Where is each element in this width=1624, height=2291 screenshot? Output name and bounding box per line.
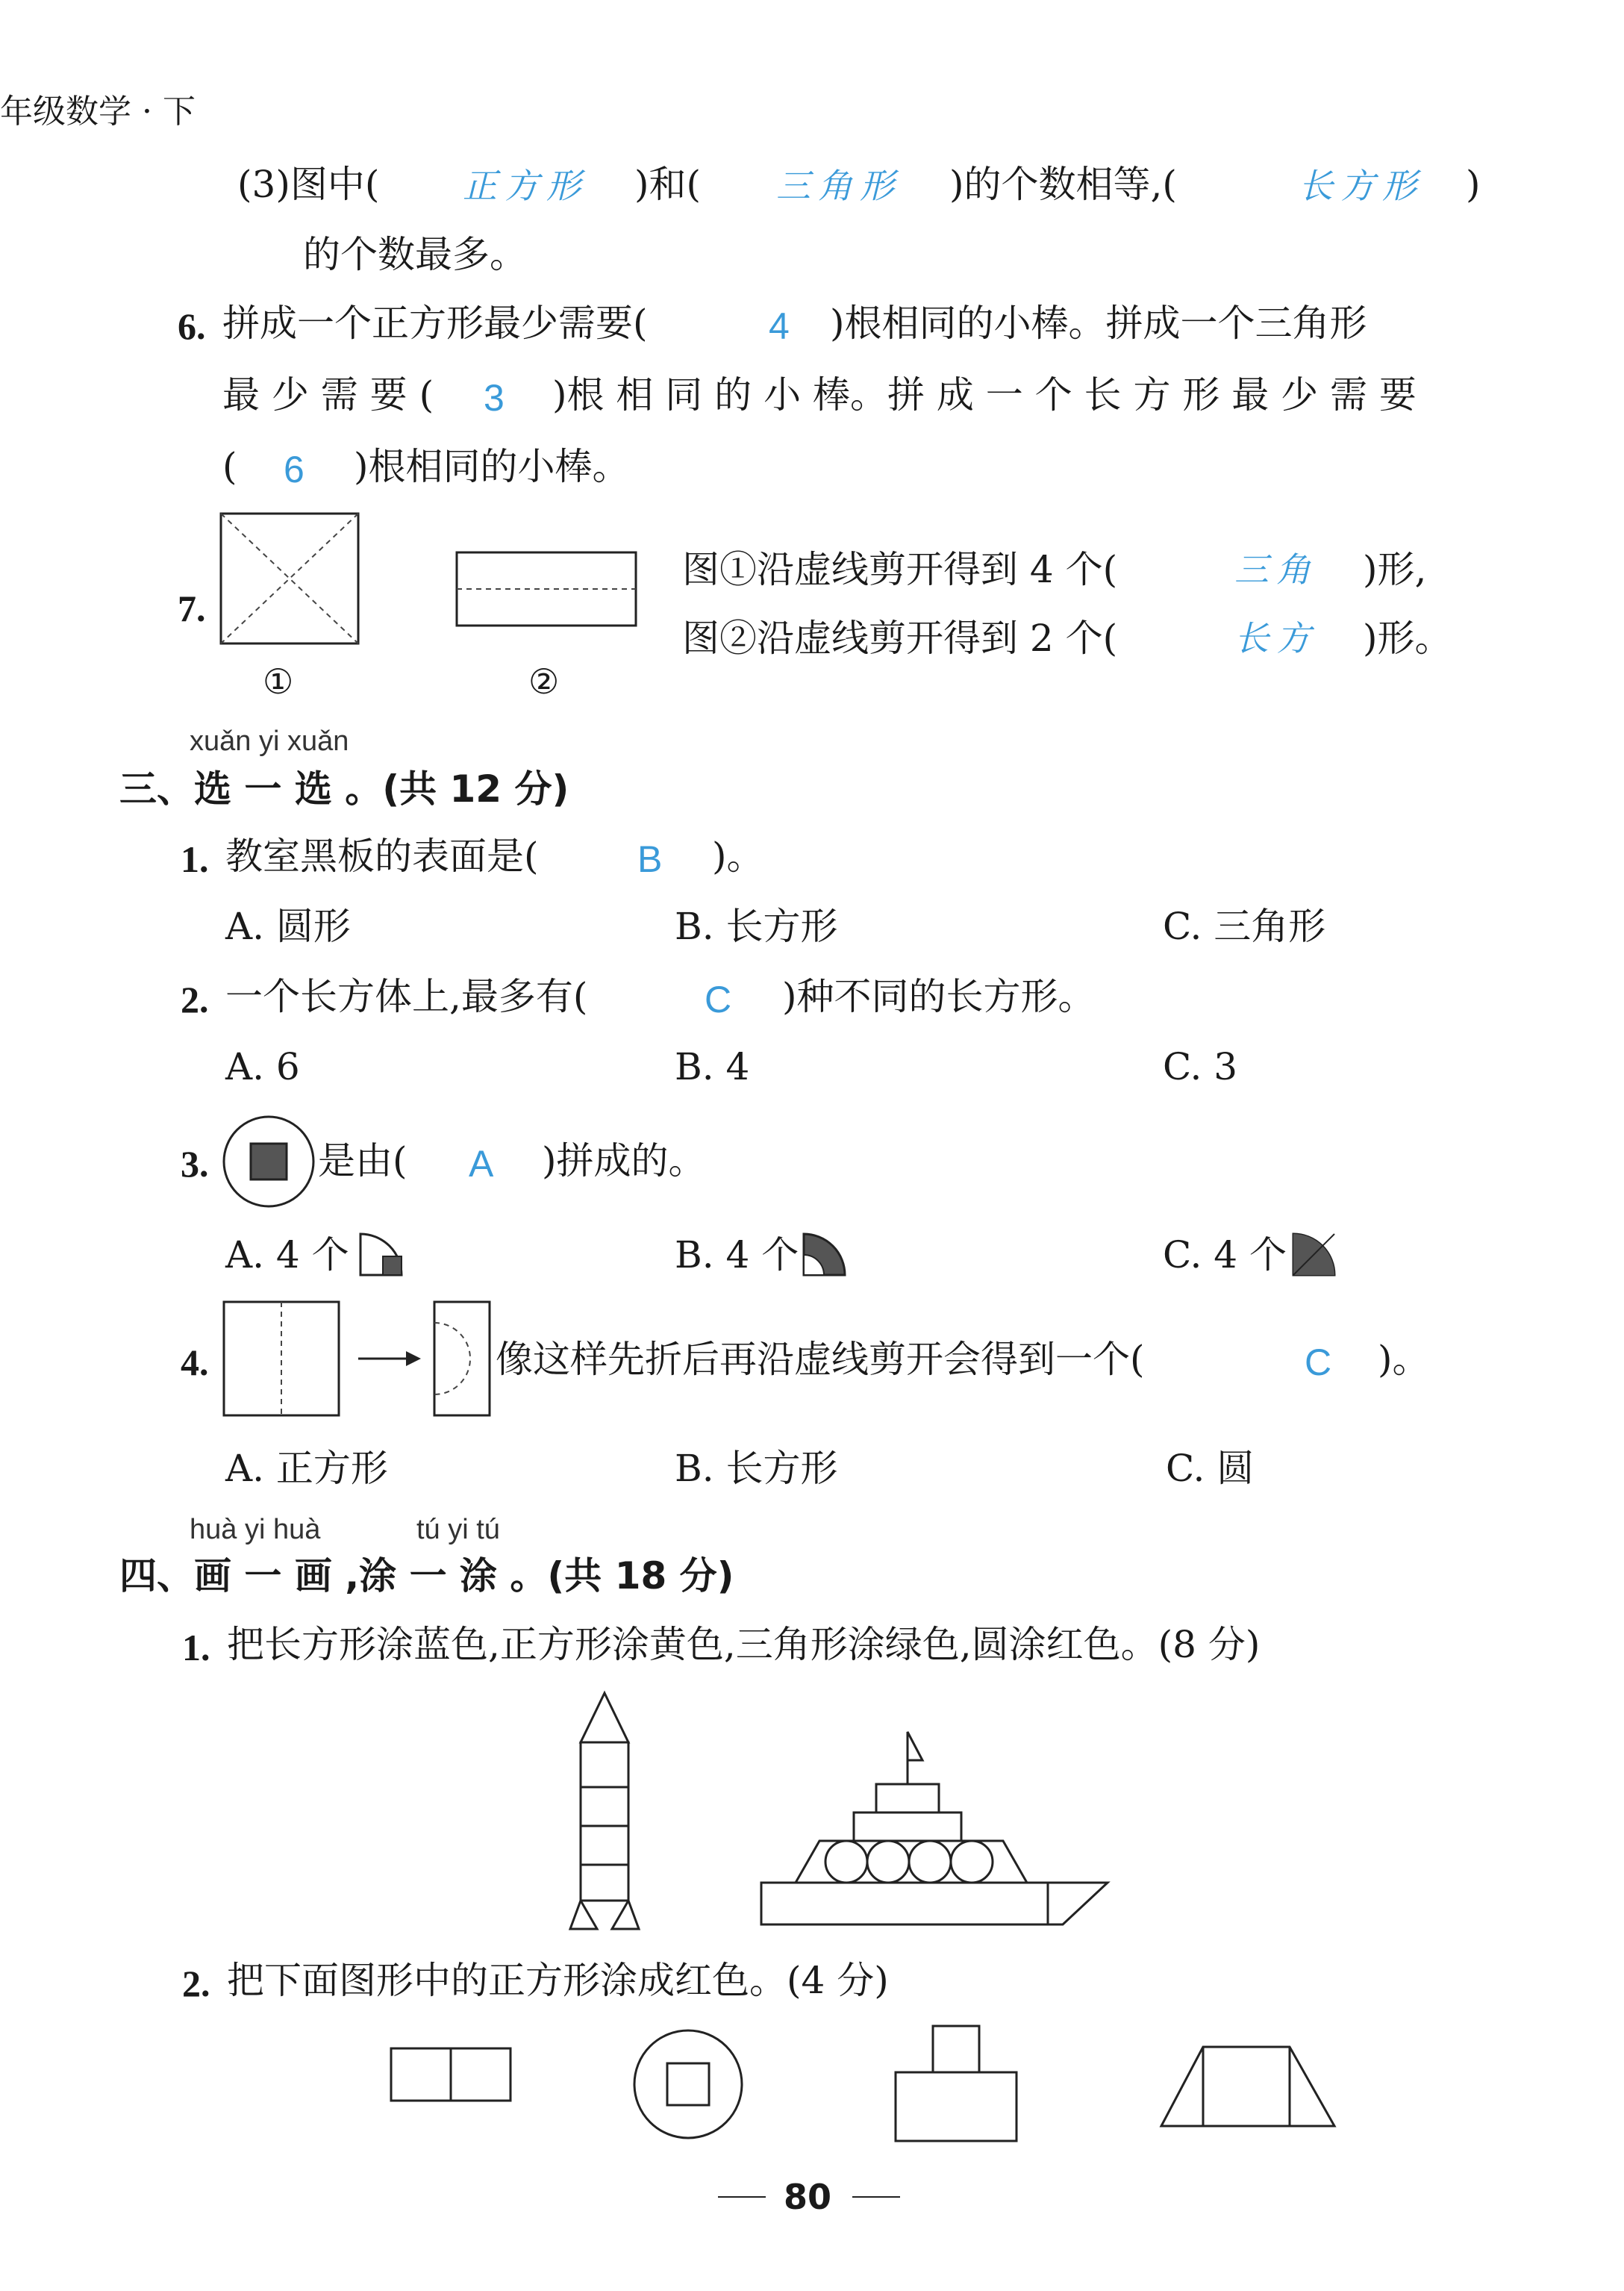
quarter-ring-shaded-icon <box>802 1232 848 1278</box>
s3-q4-option-c: C. 圆 <box>1166 1447 1255 1490</box>
s3-q4-number: 4. <box>181 1341 209 1383</box>
quarter-circle-with-square-icon <box>358 1232 405 1278</box>
q6-line-3a: ( <box>222 445 237 488</box>
section-4-title: 四、画 一 画 ,涂 一 涂 。(共 18 分) <box>119 1554 734 1598</box>
q6-line-2b: )根 相 同 的 小 棒。拼 成 一 个 长 方 形 最 少 需 要 <box>552 373 1417 417</box>
q5-3-end: ) <box>1466 163 1481 206</box>
section-4-pinyin-2: tú yi tú <box>416 1514 500 1545</box>
s3-q2-text-a: 一个长方体上,最多有( <box>225 975 588 1018</box>
trapezoid-shape <box>1158 2044 1339 2131</box>
s3-q2-text-b: )种不同的长方形。 <box>782 975 1096 1018</box>
q7-figure-2-label: ② <box>528 661 560 702</box>
q5-3-prefix: (3)图中( <box>237 163 380 206</box>
s4-q2-number: 2. <box>182 1963 210 2004</box>
s3-q2-option-c: C. 3 <box>1163 1045 1238 1088</box>
s3-q4-option-b: B. 长方形 <box>675 1447 838 1490</box>
running-title: 年级数学 · 下 <box>0 93 196 131</box>
q6-line-1b: )根相同的小棒。拼成一个三角形 <box>830 302 1367 345</box>
q5-3-mid-2: )的个数相等,( <box>949 163 1177 206</box>
s3-q3-text-b: )拼成的。 <box>542 1139 706 1182</box>
q6-answer-2: 3 <box>484 377 505 419</box>
q7-figure-1-label: ① <box>263 661 294 702</box>
section-4-pinyin-1: huà yi huà <box>190 1514 321 1545</box>
q5-3-line-2: 的个数最多。 <box>303 233 527 276</box>
s3-q2-option-b: B. 4 <box>675 1045 750 1088</box>
q7-number: 7. <box>178 587 206 629</box>
s3-q3-option-c: C. 4 个 <box>1163 1233 1287 1277</box>
s3-q2-answer: C <box>705 979 732 1020</box>
q6-line-2a: 最 少 需 要 ( <box>222 373 434 417</box>
s3-q3-option-a: A. 4 个 <box>225 1233 349 1277</box>
quarter-circle-segment-icon <box>1291 1232 1337 1278</box>
section-3-title: 三、选 一 选 。(共 12 分) <box>119 767 569 811</box>
circle-with-square-shape <box>630 2026 746 2142</box>
s4-q1-number: 1. <box>182 1627 210 1668</box>
q7-line-1b: )形, <box>1363 548 1427 591</box>
section-3-pinyin: xuǎn yi xuǎn <box>190 726 349 757</box>
s3-q3-text-a: 是由( <box>318 1139 407 1182</box>
s4-q2-text: 把下面图形中的正方形涂成红色。(4 分) <box>227 1959 889 2002</box>
s3-q1-text-b: )。 <box>712 835 764 878</box>
circle-with-square-icon <box>221 1114 318 1211</box>
s3-q1-option-b: B. 长方形 <box>675 905 838 948</box>
s3-q2-option-a: A. 6 <box>225 1045 300 1088</box>
s3-q1-number: 1. <box>181 838 209 880</box>
page-number: 80 <box>784 2177 832 2217</box>
q7-answer-2: 长方 <box>1234 618 1318 658</box>
s3-q4-text-b: )。 <box>1378 1338 1430 1381</box>
s4-q1-text: 把长方形涂蓝色,正方形涂黄色,三角形涂绿色,圆涂红色。(8 分) <box>227 1623 1261 1666</box>
s3-q2-number: 2. <box>181 979 209 1020</box>
q5-3-answer-3: 长方形 <box>1299 166 1424 206</box>
q6-number: 6. <box>178 305 206 347</box>
s3-q3-answer: A <box>469 1143 494 1185</box>
q6-answer-1: 4 <box>769 305 790 347</box>
q5-3-mid-1: )和( <box>634 163 702 206</box>
s3-q4-option-a: A. 正方形 <box>225 1447 388 1490</box>
q5-3-answer-1: 正方形 <box>463 166 588 206</box>
s3-q4-answer: C <box>1305 1341 1332 1383</box>
s3-q1-option-c: C. 三角形 <box>1163 905 1326 948</box>
q7-line-2a: 图②沿虚线剪开得到 2 个( <box>682 617 1118 660</box>
rocket-drawing <box>567 1690 642 1933</box>
stacked-squares-shape <box>891 2023 1022 2145</box>
q7-line-2b: )形。 <box>1363 617 1452 660</box>
ship-drawing <box>757 1726 1115 1933</box>
s3-q3-option-b: B. 4 个 <box>675 1233 799 1277</box>
two-squares-shape <box>388 2045 515 2105</box>
q6-answer-3: 6 <box>284 449 304 490</box>
q7-figure-1-square <box>219 512 361 646</box>
s3-q1-answer: B <box>637 838 663 880</box>
q6-line-3b: )根相同的小棒。 <box>354 445 630 488</box>
s3-q3-number: 3. <box>181 1143 209 1185</box>
fold-and-cut-diagram <box>222 1300 493 1420</box>
q7-line-1a: 图①沿虚线剪开得到 4 个( <box>682 548 1118 591</box>
s3-q4-text-a: 像这样先折后再沿虚线剪开会得到一个( <box>496 1338 1145 1381</box>
footer-rule-right <box>852 2196 900 2198</box>
s3-q1-text-a: 教室黑板的表面是( <box>225 835 539 878</box>
footer-rule-left <box>718 2196 766 2198</box>
q5-3-answer-2: 三角形 <box>776 166 902 206</box>
q7-figure-2-rectangle <box>455 551 639 629</box>
s3-q1-option-a: A. 圆形 <box>225 905 351 948</box>
q7-answer-1: 三角 <box>1234 549 1318 590</box>
q6-line-1a: 拼成一个正方形最少需要( <box>222 302 648 345</box>
